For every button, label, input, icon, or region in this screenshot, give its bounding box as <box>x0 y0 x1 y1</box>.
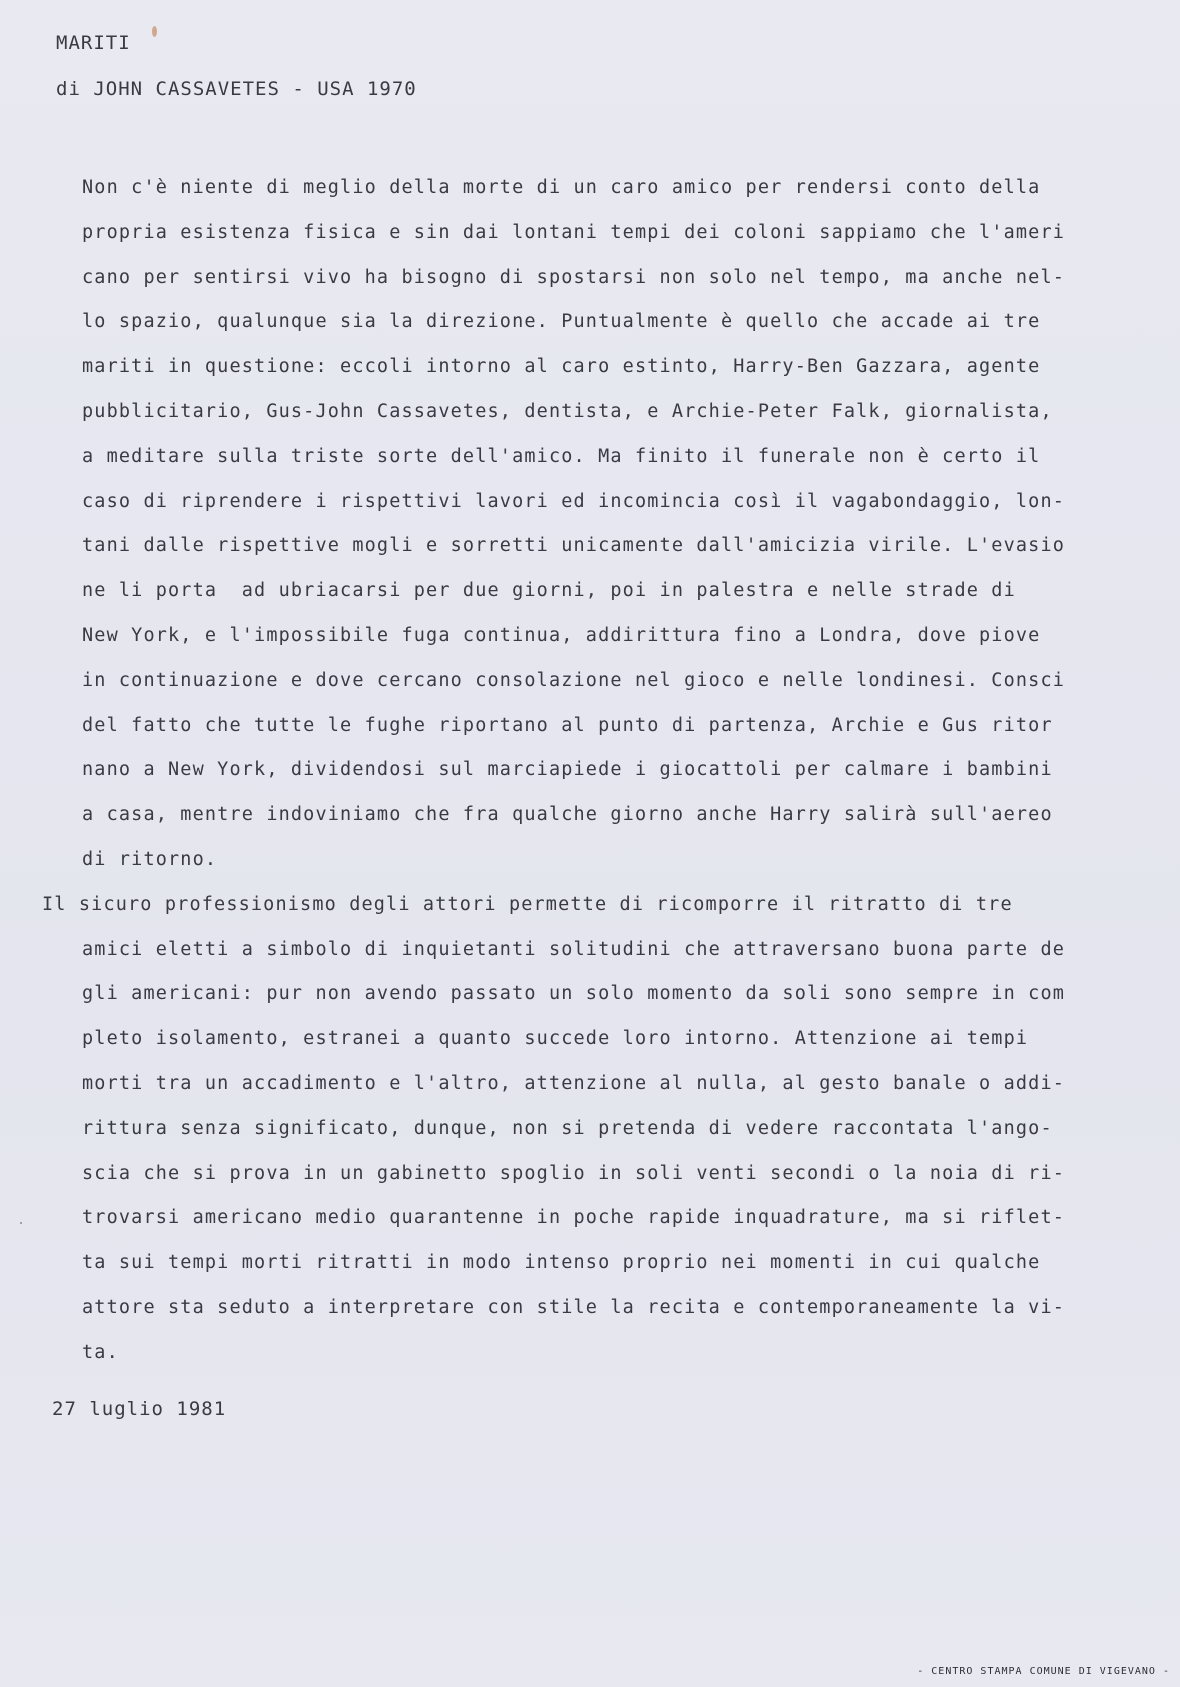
text-line: ta sui tempi morti ritratti in modo intenso proprio nei momenti in cui qualche <box>82 1252 1041 1274</box>
text-line: cano per sentirsi vivo ha bisogno di spostarsi non solo nel tempo, ma anche nel- <box>82 266 1066 288</box>
text-line: tani dalle rispettive mogli e sorretti unicamente dall'amicizia virile. L'evasio <box>82 535 1066 557</box>
paragraph-2 <box>42 883 1080 1376</box>
text-line: New York, e l'impossibile fuga continua, addirittura fino a Londra, dove piove <box>82 624 1041 646</box>
text-line: pubblicitario, Gus-John Cassavetes, dentista, e Archie-Peter Falk, giornalista, <box>82 400 1053 422</box>
text-line: lo spazio, qualunque sia la direzione. Puntualmente è quello che accade ai tre <box>82 311 1041 333</box>
paper-speck <box>20 1222 22 1224</box>
text-line: gli americani: pur non avendo passato un solo momento da soli sono sempre in com <box>82 983 1066 1005</box>
paper-stain <box>152 26 157 37</box>
paragraph-1 <box>50 166 1080 883</box>
text-line: trovarsi americano medio quarantenne in poche rapide inquadrature, ma si riflet- <box>82 1207 1066 1229</box>
text-line: pleto isolamento, estranei a quanto succede loro intorno. Attenzione ai tempi <box>82 1028 1029 1050</box>
text-line: del fatto che tutte le fughe riportano al punto di partenza, Archie e Gus ritor <box>82 714 1053 736</box>
text-line: Non c'è niente di meglio della morte di un caro amico per rendersi conto della <box>82 177 1041 198</box>
text-line: nano a New York, dividendosi sul marciapiede i giocattoli per calmare i bambini <box>82 759 1053 781</box>
text-line: rittura senza significato, dunque, non si pretenda di vedere raccontata l'ango- <box>82 1117 1053 1139</box>
text-line: morti tra un accadimento e l'altro, attenzione al nulla, al gesto banale o addi- <box>82 1072 1066 1094</box>
text-line: in continuazione e dove cercano consolazione nel gioco e nelle londinesi. Consci <box>82 669 1066 691</box>
text-line: a meditare sulla triste sorte dell'amico. Ma finito il funerale non è certo il <box>82 445 1041 467</box>
text-line: mariti in questione: eccoli intorno al caro estinto, Harry-Ben Gazzara, agente <box>82 356 1041 378</box>
document-subtitle: di JOHN CASSAVETES - USA 1970 <box>56 78 417 100</box>
text-line: caso di riprendere i rispettivi lavori ed incomincia così il vagabondaggio, lon- <box>82 490 1066 512</box>
document-date: 27 luglio 1981 <box>52 1398 227 1420</box>
text-line: propria esistenza fisica e sin dai lontani tempi dei coloni sappiamo che l'ameri <box>82 221 1066 243</box>
text-line: ta. <box>82 1341 119 1363</box>
printer-footer: - CENTRO STAMPA COMUNE DI VIGEVANO - <box>917 1666 1170 1677</box>
text-line: amici eletti a simbolo di inquietanti solitudini che attraversano buona parte de <box>82 938 1066 960</box>
text-line: Il sicuro professionismo degli attori permette di ricomporre il ritratto di tre <box>42 893 1013 915</box>
text-line: attore sta seduto a interpretare con stile la recita e contemporaneamente la vi- <box>82 1296 1066 1318</box>
text-line: a casa, mentre indoviniamo che fra qualche giorno anche Harry salirà sull'aereo <box>82 804 1053 826</box>
text-line: di ritorno. <box>82 848 218 870</box>
review-body <box>42 166 1080 1376</box>
text-line: scia che si prova in un gabinetto spoglio in soli venti secondi o la noia di ri- <box>82 1162 1066 1184</box>
text-line: ne li porta ad ubriacarsi per due giorni, poi in palestra e nelle strade di <box>82 580 1016 602</box>
document-title: MARITI <box>56 32 131 54</box>
